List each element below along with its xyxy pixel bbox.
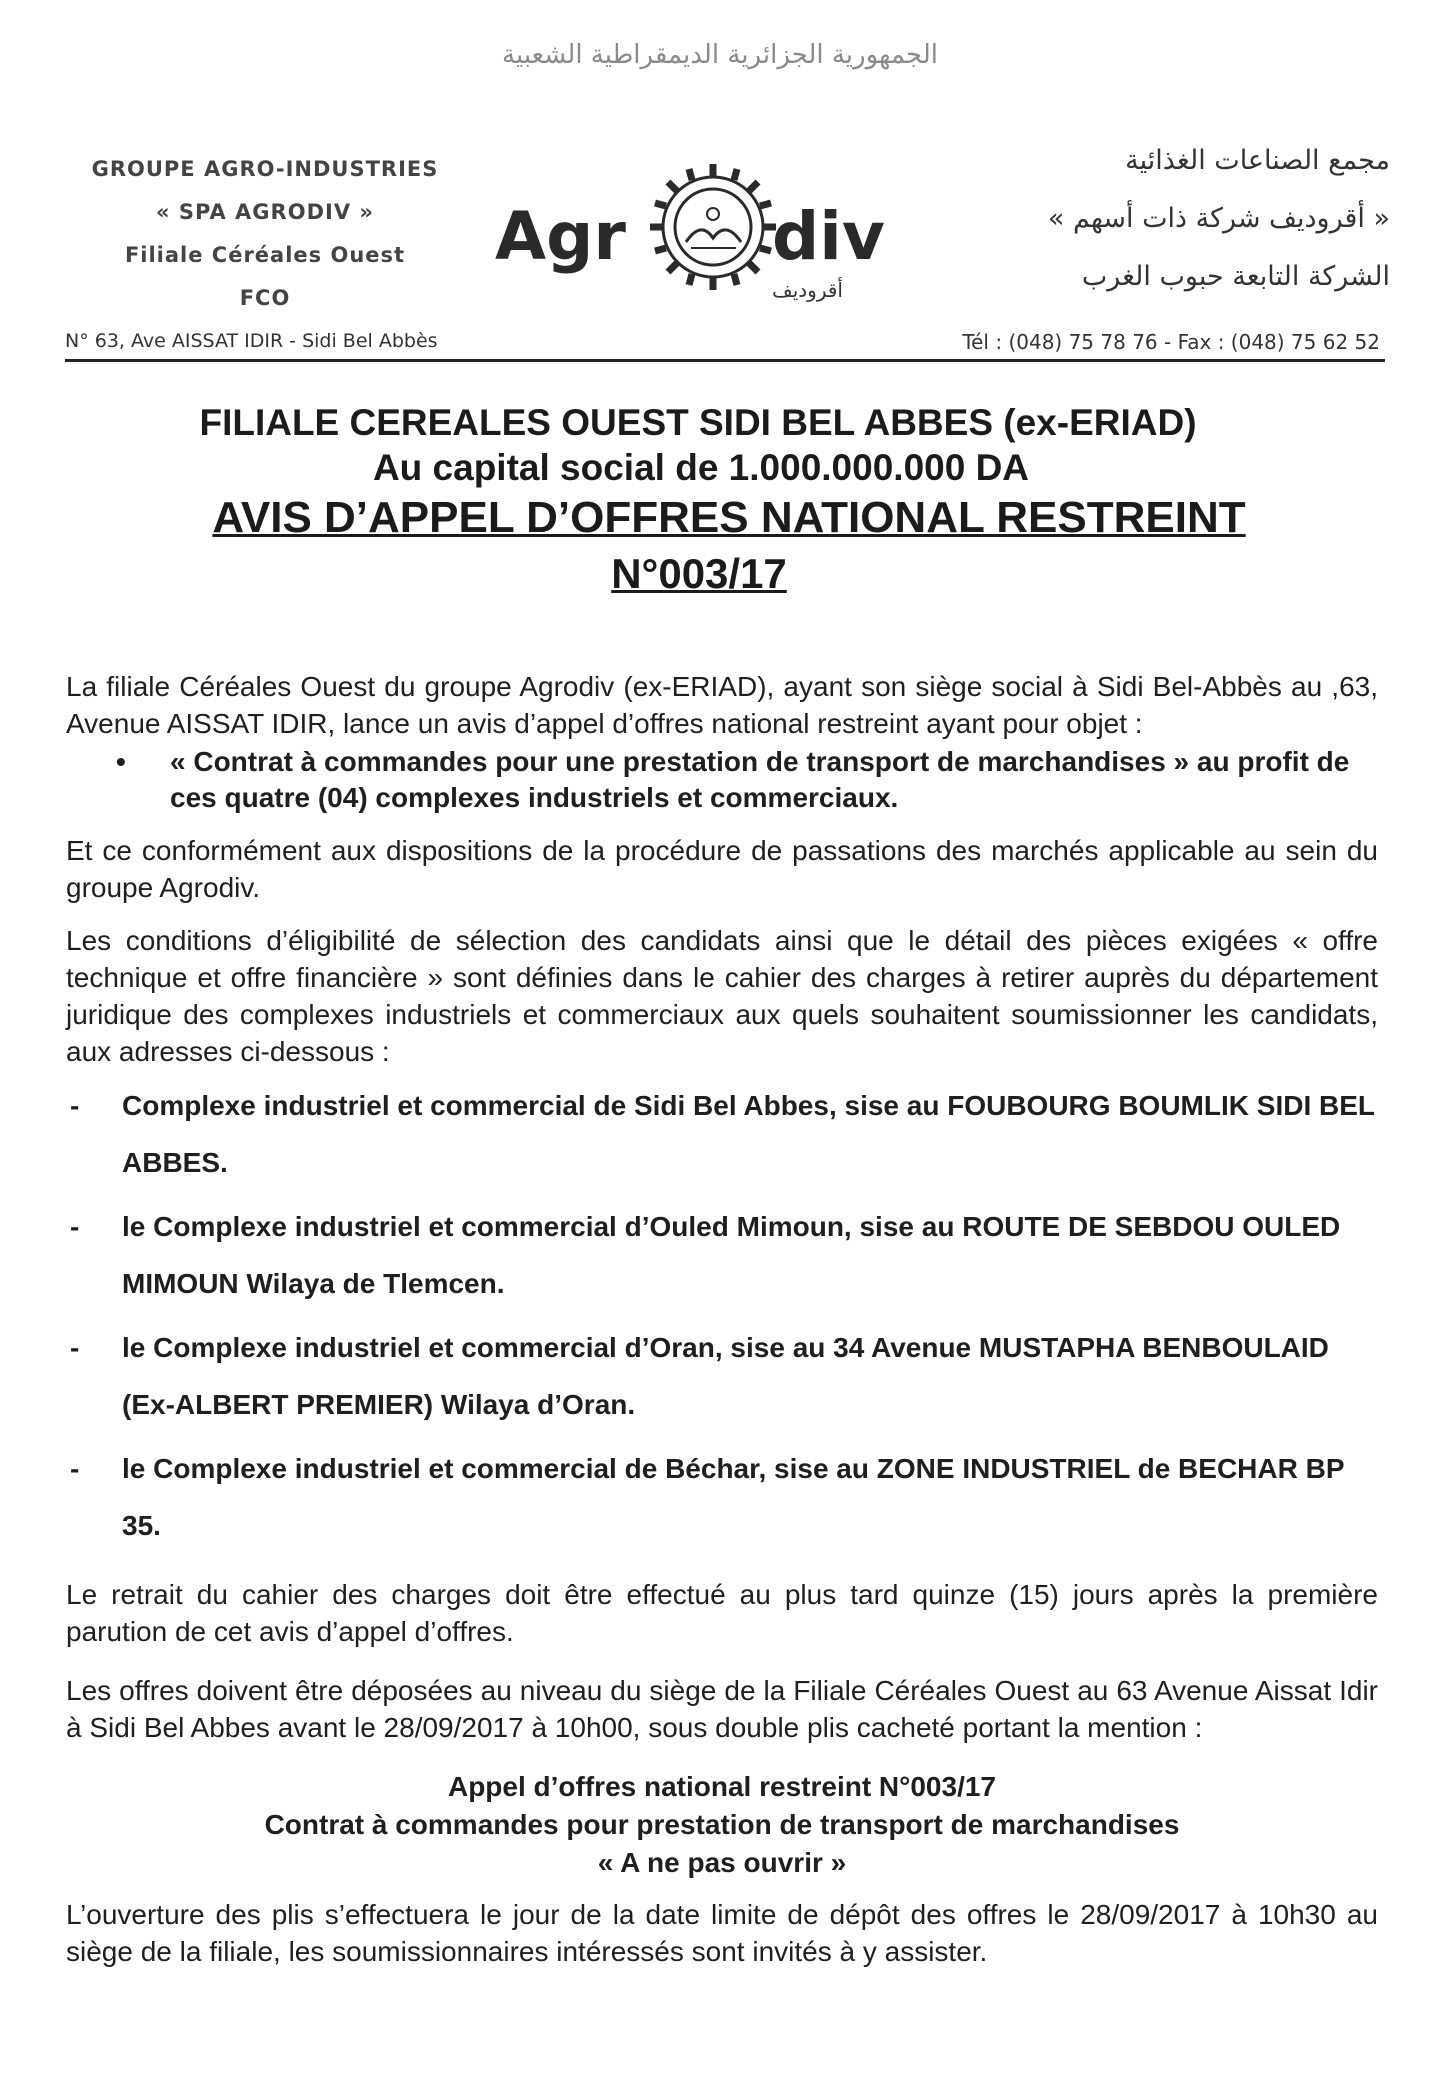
group-name: GROUPE AGRO-INDUSTRIES xyxy=(91,157,439,181)
withdrawal-paragraph: Le retrait du cahier des charges doit être effectué au plus tard quinze (15) jours après la première parution de cet avis d’appel d’offres. xyxy=(66,1579,1378,1647)
object-bullet xyxy=(66,744,1378,816)
company-header-french xyxy=(55,148,475,320)
address-item xyxy=(66,1077,1378,1191)
intro-paragraph: La filiale Céréales Ouest du groupe Agrodiv (ex-ERIAD), ayant son siège social à Sidi Bel-Abbès au ,63, Avenue AISSAT IDIR, lance un avis d’appel d’offres national restreint ayant pour objet : xyxy=(66,671,1378,739)
subsidiary-title: FILIALE CEREALES OUEST SIDI BEL ABBES (ex-ERIAD) xyxy=(199,402,1197,443)
subsidiary-name: Filiale Céréales Ouest xyxy=(124,243,406,267)
submission-paragraph: Les offres doivent être déposées au niveau du siège de la Filiale Céréales Ouest au 63 Avenue Aissat Idir à Sidi Bel Abbes avant le 28/09/2017 à 10h00, sous double plis cacheté portant la mention : xyxy=(66,1675,1378,1743)
company-header-arabic xyxy=(930,132,1390,306)
mention-subject: Contrat à commandes pour prestation de transport de marchandises xyxy=(264,1809,1180,1840)
dash-marker: - xyxy=(70,1453,80,1484)
address-text: le Complexe industriel et commercial d’Oran, sise au 34 Avenue MUSTAPHA BENBOULAID (Ex-ALBERT PREMIER) Wilaya d’Oran. xyxy=(122,1332,1329,1420)
subsidiary-code: FCO xyxy=(239,286,291,310)
address-item xyxy=(66,1440,1378,1554)
notice-number: N°003/17 xyxy=(611,550,787,597)
procedure-paragraph: Et ce conformément aux dispositions de la procédure de passations des marchés applicable au sein du groupe Agrodiv. xyxy=(66,835,1378,903)
mention-title: Appel d’offres national restreint N°003/17 xyxy=(447,1771,996,1802)
notice-title: AVIS D’APPEL D’OFFRES NATIONAL RESTREINT xyxy=(212,493,1246,542)
agrodiv-logo xyxy=(490,160,910,310)
arabic-company-name: « أقروديف شركة ذات أسهم » xyxy=(1047,203,1390,234)
capital-line: Au capital social de 1.000.000.000 DA xyxy=(372,447,1030,488)
company-name: « SPA AGRODIV » xyxy=(156,200,374,224)
mention-do-not-open: « A ne pas ouvrir » xyxy=(597,1847,847,1878)
logo-text-arabic: أقروديف xyxy=(772,278,843,302)
dash-marker: - xyxy=(70,1090,80,1121)
address-item xyxy=(66,1319,1378,1433)
eligibility-paragraph: Les conditions d’éligibilité de sélection des candidats ainsi que le détail des pièces exigées « offre technique et offre financière » sont définies dans le cahier des charges à retirer auprès du département juridique des complexes industriels et commerciaux aux quels souhaitent soumissionner les candidats, aux adresses ci-dessous : xyxy=(66,925,1378,1067)
opening-paragraph: L’ouverture des plis s’effectuera le jour de la date limite de dépôt des offres le 28/09/2017 à 10h30 au siège de la filiale, les soumissionnaires intéressés sont invités à y assister. xyxy=(66,1899,1378,1967)
phone-fax: Tél : (048) 75 78 76 - Fax : (048) 75 62 52 xyxy=(962,330,1380,354)
header-divider xyxy=(65,359,1385,362)
dash-marker: - xyxy=(70,1211,80,1242)
object-text: « Contrat à commandes pour une prestation de transport de marchandises » au profit de ces quatre (04) complexes industriels et commerciaux. xyxy=(170,746,1350,813)
logo-text-left: Agr xyxy=(495,198,626,275)
arabic-group-name: مجمع الصناعات الغذائية xyxy=(1125,145,1390,176)
republic-header-arabic: الجمهورية الجزائرية الديمقراطية الشعبية xyxy=(502,40,938,70)
notice-body xyxy=(66,668,1378,1970)
gear-emblem-icon xyxy=(646,160,780,294)
notice-titles xyxy=(60,400,1380,602)
address-item xyxy=(66,1198,1378,1312)
address-text: Complexe industriel et commercial de Sidi Bel Abbes, sise au FOUBOURG BOUMLIK SIDI BEL ABBES. xyxy=(122,1090,1375,1178)
dash-marker: - xyxy=(70,1332,80,1363)
address-text: le Complexe industriel et commercial d’Ouled Mimoun, sise au ROUTE DE SEBDOU OULED MIMOUN Wilaya de Tlemcen. xyxy=(122,1211,1341,1299)
logo-text-right: div xyxy=(772,198,885,275)
postal-address: N° 63, Ave AISSAT IDIR - Sidi Bel Abbès xyxy=(65,330,438,352)
bullet-marker: • xyxy=(116,746,126,777)
address-text: le Complexe industriel et commercial de Béchar, sise au ZONE INDUSTRIEL de BECHAR BP 35. xyxy=(122,1453,1344,1541)
arabic-subsidiary-name: الشركة التابعة حبوب الغرب xyxy=(1081,261,1390,292)
